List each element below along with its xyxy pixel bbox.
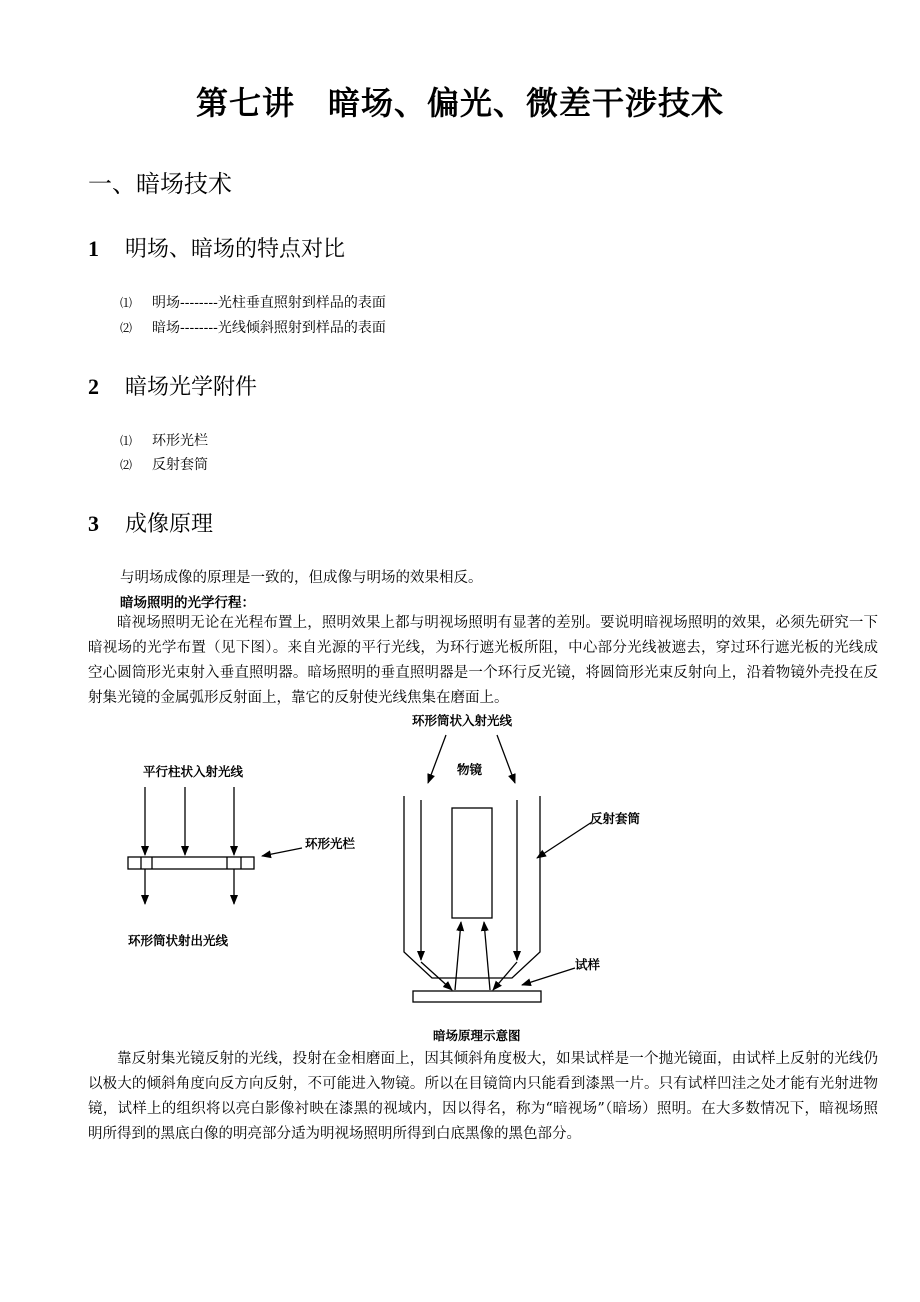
label-objective: 物镜 [457,762,483,777]
bold-label: 暗场照明的光学行程： [120,595,255,611]
list-marker: ⑵ [120,321,133,335]
page-title: 第七讲 暗场、偏光、微差干涉技术 [195,84,724,122]
label-sleeve: 反射套筒 [590,811,641,826]
ring-stop-diagram [128,787,302,904]
subsection-title: 暗场光学附件 [125,375,258,400]
subsection-number: 2 [88,374,99,399]
label-ring-exit: 环形筒状射出光线 [128,933,229,948]
incident-arrow [428,735,446,783]
list-marker: ⑴ [120,296,133,310]
paragraph-1: 暗视场照明无论在光程布置上，照明效果上都与明视场照明有显著的差别。要说明暗视场照明的效果，必须先研究一下暗视场的光学布置（见下图）。来自光源的平行光线，为环行遮光板所阻，中心部分光线被遮去，穿过环行遮光板的光线成空心圆筒形光束射入垂直照明器。暗场照明的垂直照明器是一个环行反光镜，将圆筒形光束反射向上，沿着物镜外壳投在反射集光镜的金属弧形反射面上，靠它的反射使光线焦集在磨面上。 [88,615,878,706]
subsection-title: 成像原理 [125,512,214,537]
list-marker: ⑴ [120,434,133,448]
incident-arrow [497,735,515,783]
ring-stop-pointer [262,848,302,856]
label-parallel-incident: 平行柱状入射光线 [143,764,244,779]
objective-lens [452,808,492,918]
ray-up [455,922,461,990]
list-item-text: 明场--------光柱垂直照射到样品的表面 [152,295,386,311]
diagram-caption: 暗场原理示意图 [433,1028,521,1043]
list-item-text: 暗场--------光线倾斜照射到样品的表面 [152,320,386,336]
section-heading-dark-field: 一、暗场技术 [88,170,232,198]
sample-pointer [522,968,575,985]
subsection-number: 3 [88,511,99,536]
list-item-text: 环形光栏 [152,433,208,449]
label-sample: 试样 [575,957,601,972]
list-item-text: 反射套筒 [152,457,208,473]
sleeve-diagram [404,735,592,1002]
subsection-number: 1 [88,236,99,261]
ray-reflected [421,962,452,990]
sample-specimen [413,991,541,1002]
reflecting-sleeve [404,796,540,978]
ray-up [484,922,490,990]
subsection-title: 明场、暗场的特点对比 [125,237,346,262]
label-ring-incident: 环形筒状入射光线 [412,713,513,728]
intro-text: 与明场成像的原理是一致的，但成像与明场的效果相反。 [120,570,483,586]
paragraph-2: 靠反射集光镜反射的光线，投射在金相磨面上，因其倾斜角度极大，如果试样是一个抛光镜面，由试样上反射的光线仍以极大的倾斜角度向反方向反射，不可能进入物镜。所以在目镜筒内只能看到漆黑一片。只有试样凹洼之处才能有光射进物镜，试样上的组织将以亮白影像衬映在漆黑的视域内，因以得名，称为“暗视场”（暗场）照明。在大多数情况下，暗视场照明所得到的黑底白像的明亮部分适为明视场照明所得到白底黑像的黑色部分。 [88,1051,878,1142]
label-ring-stop: 环形光栏 [305,836,356,851]
list-marker: ⑵ [120,458,133,472]
ring-stop-plate [128,857,254,869]
sleeve-pointer [537,822,592,858]
